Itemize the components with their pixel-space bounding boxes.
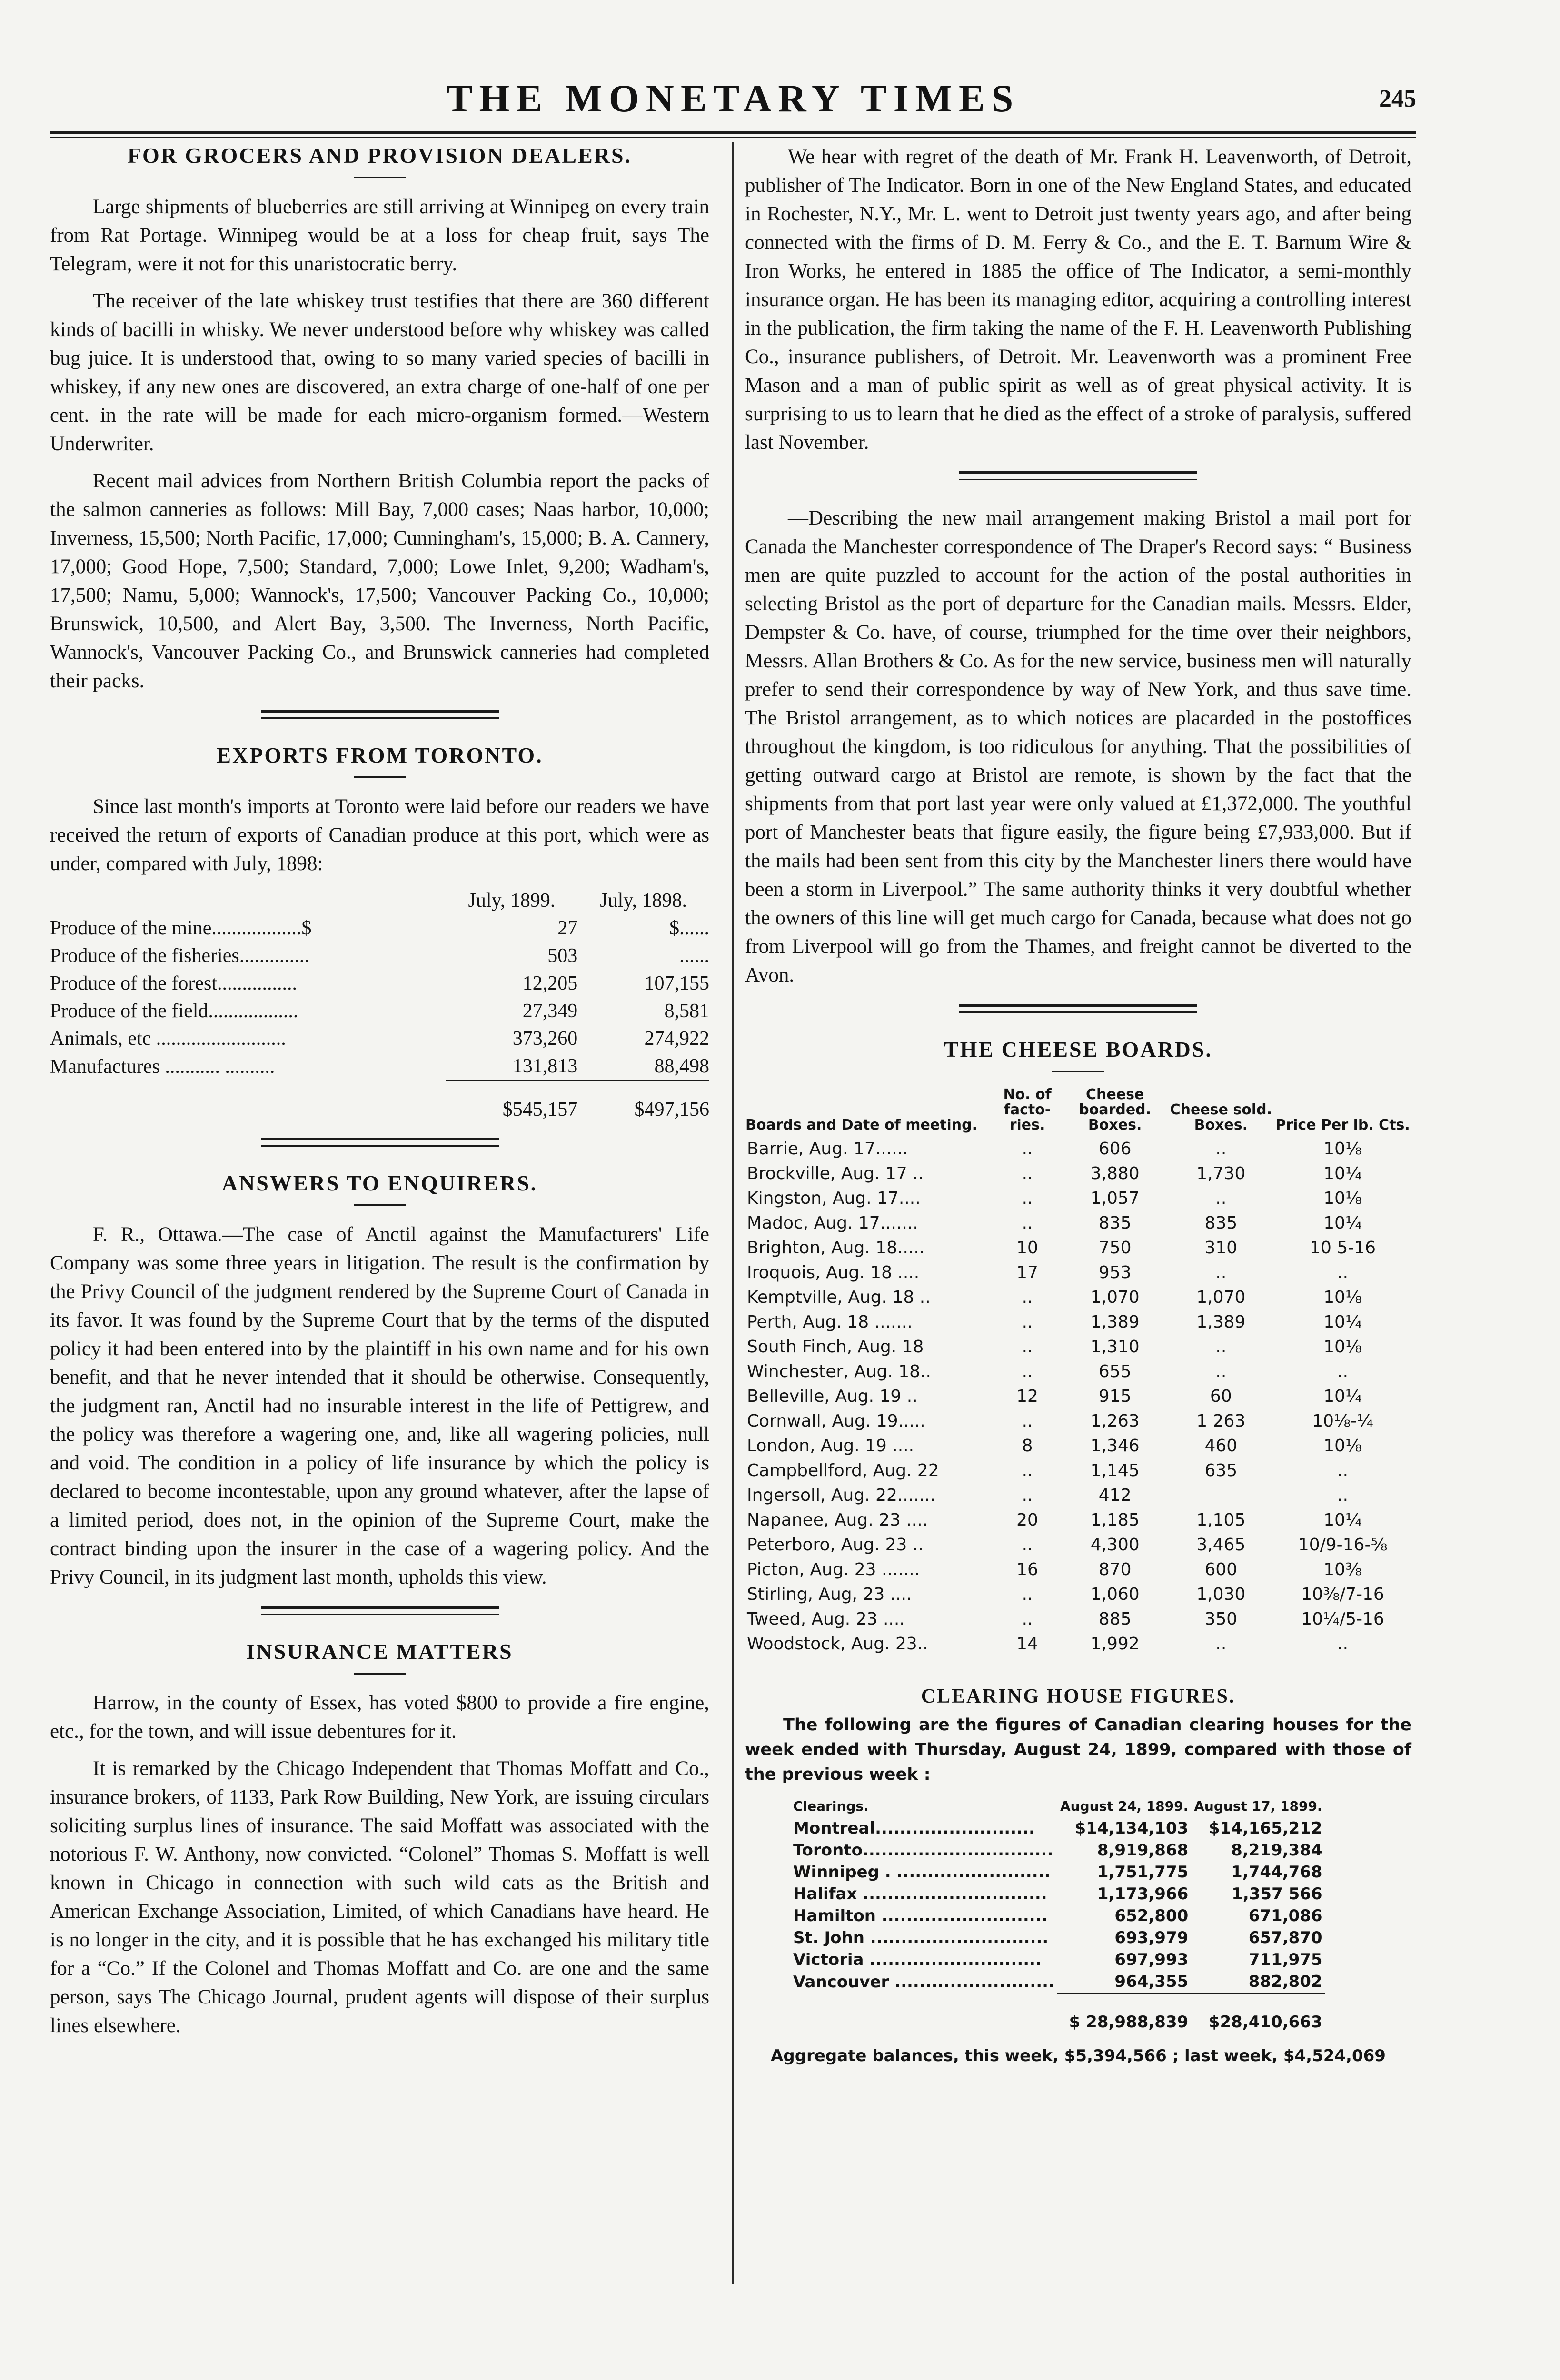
clearing-intro: The following are the figures of Canadian clearing houses for the week ended with Thursday, August 24, 1899, compared with those of the previous week : — [745, 1716, 1411, 1784]
table-row — [745, 1137, 1411, 1161]
boxes-sold: 1,070 — [1196, 1288, 1246, 1307]
column-header: Cheese sold. Boxes. — [1170, 1101, 1272, 1133]
price-per-lb: .. — [1337, 1362, 1349, 1381]
row-label: Produce of the field.................. — [50, 1000, 298, 1022]
boxes-sold: 460 — [1204, 1436, 1238, 1456]
value-1898: 8,581 — [664, 1000, 709, 1022]
clearing-table-body — [790, 1817, 1325, 1993]
table-row — [50, 1052, 709, 1081]
exports-table — [50, 887, 709, 1123]
city-name: Montreal.......................... — [793, 1819, 1035, 1838]
city-name: Halifax .............................. — [793, 1884, 1047, 1904]
table-row — [50, 942, 709, 970]
price-per-lb: 10⅜/7-16 — [1301, 1585, 1384, 1604]
price-per-lb: 10¼/5-16 — [1301, 1609, 1384, 1629]
article-paragraph: Recent mail advices from Northern British Columbia report the packs of the salmon canneries as follows: Mill Bay, 7,000 cases; Naas harbor, 10,000; Inverness, 15,500; North Pacific, 17,000; Cunningham's, 15,000; B. A. Cannery, 17,000; Good Hope, 7,500; Standard, 7,000; Lowe Inlet, 9,200; Wadham's, 17,500; Namu, 5,000; Wannock's, 17,500; Vancouver Packing Co., 10,000; Brunswick, 10,500, and Alert Bay, 3,500. The Inverness, North Pacific, Wannock's, Vancouver Packing Co., and Brunswick canneries had completed their packs. — [50, 470, 709, 692]
section-separator — [959, 471, 1197, 480]
table-row — [745, 1557, 1411, 1582]
price-per-lb: 10¼ — [1323, 1213, 1362, 1233]
board-name: Ingersoll, Aug. 22....... — [747, 1486, 935, 1505]
board-name: Barrie, Aug. 17...... — [747, 1139, 908, 1159]
value-previous-week: 882,802 — [1191, 1971, 1325, 1993]
table-row — [50, 1025, 709, 1052]
boxes-sold: 1,730 — [1196, 1164, 1246, 1183]
total-1898: $497,156 — [634, 1099, 709, 1121]
column-header: Price Per lb. Cts. — [1275, 1117, 1410, 1133]
article-paragraph: Large shipments of blueberries are still arriving at Winnipeg on every train from Rat Portage. Winnipeg would be at a loss for cheap fruit, says The Telegram, were it not for this unaristocratic berry. — [50, 196, 709, 275]
boxes-sold: .. — [1215, 1634, 1227, 1654]
cheese-table — [745, 1087, 1411, 1656]
value-1899: 131,813 — [446, 1052, 578, 1081]
factories-count: 10 — [1016, 1238, 1038, 1258]
value-current-week: 697,993 — [1114, 1950, 1189, 1969]
city-name: Hamilton ........................... — [793, 1906, 1048, 1925]
column-divider — [732, 142, 734, 2284]
price-per-lb: .. — [1337, 1486, 1349, 1505]
boxes-boarded: 3,880 — [1090, 1164, 1140, 1183]
table-row — [745, 1260, 1411, 1285]
board-name: Picton, Aug. 23 ....... — [747, 1560, 920, 1579]
section-heading: ANSWERS TO ENQUIRERS. — [221, 1171, 538, 1195]
boxes-boarded: 1,389 — [1090, 1312, 1140, 1332]
grocers-section — [50, 143, 709, 695]
table-row — [790, 1817, 1325, 1839]
factories-count: 12 — [1016, 1387, 1038, 1406]
column-header: No. of facto- ries. — [1003, 1086, 1052, 1133]
boxes-boarded: 953 — [1098, 1263, 1132, 1282]
value-1898: 107,155 — [644, 972, 709, 994]
cheese-section — [745, 1037, 1411, 1656]
row-label: Produce of the mine..................$ — [50, 917, 312, 939]
board-name: Napanee, Aug. 23 .... — [747, 1510, 928, 1530]
table-row — [790, 1971, 1325, 1993]
value-previous-week: 711,975 — [1248, 1950, 1322, 1969]
value-1898: ...... — [679, 945, 709, 967]
boxes-boarded: 1,263 — [1090, 1411, 1140, 1431]
value-current-week: $14,134,103 — [1074, 1819, 1189, 1838]
city-name: Victoria ............................ — [793, 1950, 1042, 1969]
factories-count: .. — [1022, 1609, 1033, 1629]
factories-count: .. — [1022, 1189, 1033, 1208]
total-previous-week: $28,410,663 — [1208, 2013, 1322, 2032]
boxes-sold: 350 — [1204, 1609, 1238, 1629]
value-1898: 274,922 — [644, 1028, 709, 1050]
page-number: 245 — [1379, 85, 1416, 112]
value-previous-week: $14,165,212 — [1208, 1819, 1322, 1838]
value-previous-week: 671,086 — [1248, 1906, 1322, 1925]
boxes-sold: 60 — [1210, 1387, 1232, 1406]
boxes-boarded: 4,300 — [1090, 1535, 1140, 1555]
factories-count: .. — [1022, 1288, 1033, 1307]
row-label: Produce of the forest................ — [50, 972, 298, 994]
factories-count: .. — [1022, 1486, 1033, 1505]
value-previous-week: 657,870 — [1248, 1928, 1322, 1947]
section-heading: INSURANCE MATTERS — [246, 1639, 513, 1664]
price-per-lb: .. — [1337, 1461, 1349, 1480]
price-per-lb: 10⅛ — [1323, 1288, 1362, 1307]
board-name: Kingston, Aug. 17.... — [747, 1189, 921, 1208]
section-separator — [261, 710, 499, 719]
value-1898: $...... — [669, 917, 709, 939]
table-row — [745, 1458, 1411, 1483]
table-row — [790, 1927, 1325, 1949]
article-paragraph: —Describing the new mail arrangement making Bristol a mail port for Canada the Manchester correspondence of The Draper's Record says: “ Business men are quite puzzled to account for the action of the postal authorities in selecting Bristol as the port of departure for the Canadian mails. Messrs. Elder, Dempster & Co. have, of course, triumphed for the time over their neighbors, Messrs. Allan Brothers & Co. As for the new service, business men will naturally prefer to send their correspondence by way of New York, and thus save time. The Bristol arrangement, as to which notices are placarded in the postoffices throughout the kingdom, is too ridiculous for anything. That the possibilities of getting outward cargo at Bristol are remote, is shown by the fact that the shipments from that port last year were only valued at £1,372,000. The youthful port of Manchester beats that figure easily, the figure being £7,933,000. But if the mails had been sent from this city by the Manchester liners there would have been a storm in Liverpool.” The same authority thinks it very doubtful whether the owners of this line will get much cargo for Canada, because what does not go from Liverpool will go from the Thames, and freight cannot be diverted to the Avon. — [745, 507, 1411, 986]
table-row — [745, 1508, 1411, 1533]
table-row — [745, 1211, 1411, 1236]
boxes-sold: .. — [1215, 1337, 1227, 1357]
masthead-rule — [50, 131, 1416, 134]
column-header: Clearings. — [793, 1798, 869, 1814]
clearing-table — [790, 1795, 1325, 2033]
section-heading: THE CHEESE BOARDS. — [944, 1037, 1212, 1061]
price-per-lb: 10¼ — [1323, 1164, 1362, 1183]
board-name: Brockville, Aug. 17 .. — [747, 1164, 924, 1183]
value-current-week: 652,800 — [1114, 1906, 1189, 1925]
board-name: Madoc, Aug. 17....... — [747, 1213, 918, 1233]
board-name: Woodstock, Aug. 23.. — [747, 1634, 928, 1654]
heading-dash — [354, 177, 406, 178]
factories-count: .. — [1022, 1411, 1033, 1431]
price-per-lb: 10⅛ — [1323, 1139, 1362, 1159]
boxes-boarded: 1,070 — [1090, 1288, 1140, 1307]
total-row — [50, 1081, 709, 1124]
exports-section — [50, 743, 709, 1123]
table-row — [745, 1483, 1411, 1508]
factories-count: .. — [1022, 1139, 1033, 1159]
boxes-boarded: 1,185 — [1090, 1510, 1140, 1530]
board-name: Kemptville, Aug. 18 .. — [747, 1288, 931, 1307]
boxes-sold: 600 — [1204, 1560, 1238, 1579]
board-name: Campbellford, Aug. 22 — [747, 1461, 939, 1480]
boxes-boarded: 606 — [1098, 1139, 1132, 1159]
section-heading: CLEARING HOUSE FIGURES. — [921, 1686, 1236, 1707]
boxes-sold: .. — [1215, 1263, 1227, 1282]
table-row — [745, 1384, 1411, 1409]
price-per-lb: .. — [1337, 1634, 1349, 1654]
boxes-boarded: 885 — [1098, 1609, 1132, 1629]
factories-count: .. — [1022, 1585, 1033, 1604]
column-header: July, 1899. — [468, 890, 556, 912]
column-header: Boards and Date of meeting. — [745, 1117, 978, 1133]
boxes-boarded: 1,057 — [1090, 1189, 1140, 1208]
factories-count: 8 — [1022, 1436, 1033, 1456]
factories-count: .. — [1022, 1362, 1033, 1381]
row-label: Produce of the fisheries.............. — [50, 945, 309, 967]
masthead-title: THE MONETARY TIMES — [446, 77, 1020, 120]
price-per-lb: .. — [1337, 1263, 1349, 1282]
boxes-sold: 1,030 — [1196, 1585, 1246, 1604]
boxes-sold: .. — [1215, 1362, 1227, 1381]
table-row — [790, 1905, 1325, 1927]
value-previous-week: 1,357 566 — [1232, 1884, 1322, 1904]
boxes-boarded: 412 — [1098, 1486, 1132, 1505]
board-name: Peterboro, Aug. 23 .. — [747, 1535, 924, 1555]
table-row — [745, 1335, 1411, 1359]
board-name: Winchester, Aug. 18.. — [747, 1362, 931, 1381]
price-per-lb: 10¼ — [1323, 1387, 1362, 1406]
table-row — [790, 1949, 1325, 1971]
factories-count: .. — [1022, 1312, 1033, 1332]
table-row — [745, 1161, 1411, 1186]
boxes-sold: 3,465 — [1196, 1535, 1246, 1555]
value-1899: 27,349 — [522, 1000, 578, 1022]
board-name: Brighton, Aug. 18..... — [747, 1238, 925, 1258]
boxes-sold: 835 — [1204, 1213, 1238, 1233]
table-row — [50, 914, 709, 942]
factories-count: .. — [1022, 1337, 1033, 1357]
section-heading: FOR GROCERS AND PROVISION DEALERS. — [127, 143, 632, 168]
article-paragraph: F. R., Ottawa.—The case of Anctil against the Manufacturers' Life Company was some three years in litigation. The result is the confirmation by the Privy Council of the judgment rendered by the Supreme Court of Canada in its favor. It was found by the Supreme Court that by the terms of the disputed policy it had been entered into by the plaintiff in his own name and for his own benefit, and that he never intended that it should be otherwise. Consequently, the judgment ran, Anctil had no insurable interest in the life of Pettigrew, and the policy was therefore a wagering one, and, like all wagering policies, null and void. The condition in a policy of life insurance by which the policy is declared to become incontestable, upon any ground whatever, after the lapse of a limited period, does not, in the opinion of the Supreme Court, make the contract binding upon the insurer in the case of a wagering policy. And the Privy Council, in its judgment last month, upholds this view. — [50, 1223, 709, 1588]
table-row — [790, 1861, 1325, 1883]
factories-count: .. — [1022, 1213, 1033, 1233]
row-label: Manufactures ........... .......... — [50, 1055, 275, 1078]
factories-count: .. — [1022, 1461, 1033, 1480]
value-current-week: 964,355 — [1057, 1971, 1191, 1993]
value-current-week: 1,173,966 — [1097, 1884, 1189, 1904]
boxes-sold — [1168, 1483, 1274, 1508]
factories-count: 14 — [1016, 1634, 1038, 1654]
factories-count: .. — [1022, 1535, 1033, 1555]
factories-count: .. — [1022, 1164, 1033, 1183]
column-header: July, 1898. — [600, 890, 687, 912]
boxes-boarded: 750 — [1098, 1238, 1132, 1258]
factories-count: 17 — [1016, 1263, 1038, 1282]
price-per-lb: 10¼ — [1323, 1312, 1362, 1332]
factories-count: 20 — [1016, 1510, 1038, 1530]
value-1899: 373,260 — [512, 1028, 578, 1050]
boxes-sold: 1 263 — [1196, 1411, 1246, 1431]
right-column — [745, 143, 1411, 2065]
section-separator — [261, 1606, 499, 1615]
table-row — [50, 997, 709, 1025]
clearing-section — [745, 1685, 1411, 2065]
city-name: St. John ............................. — [793, 1928, 1049, 1947]
board-name: Perth, Aug. 18 ....... — [747, 1312, 913, 1332]
section-separator — [959, 1004, 1197, 1013]
price-per-lb: 10⅛ — [1323, 1436, 1362, 1456]
heading-dash — [354, 776, 406, 778]
city-name: Toronto............................... — [793, 1841, 1053, 1860]
total-row — [790, 1993, 1325, 2033]
table-row — [745, 1582, 1411, 1607]
insurance-section — [50, 1639, 709, 2040]
board-name: Stirling, Aug, 23 .... — [747, 1585, 912, 1604]
article-paragraph: Since last month's imports at Toronto were laid before our readers we have received the return of exports of Canadian produce at this port, which were as under, compared with July, 1898: — [50, 795, 709, 875]
boxes-sold: 310 — [1204, 1238, 1238, 1258]
table-row — [745, 1607, 1411, 1632]
table-row — [745, 1310, 1411, 1335]
value-1899: 12,205 — [522, 972, 578, 994]
value-previous-week: 8,219,384 — [1231, 1841, 1322, 1860]
price-per-lb: 10⅜ — [1323, 1560, 1362, 1579]
factories-count: 16 — [1016, 1560, 1038, 1579]
price-per-lb: 10⅛ — [1323, 1189, 1362, 1208]
cheese-table-body — [745, 1137, 1411, 1656]
boxes-sold: .. — [1215, 1189, 1227, 1208]
price-per-lb: 10⅛-¼ — [1312, 1411, 1373, 1431]
column-header: August 17, 1899. — [1194, 1798, 1322, 1814]
boxes-sold: 635 — [1204, 1461, 1238, 1480]
table-row — [745, 1409, 1411, 1434]
table-row — [790, 1839, 1325, 1861]
enquirers-section — [50, 1170, 709, 1592]
masthead-rule-thin — [50, 137, 1416, 138]
table-row — [745, 1632, 1411, 1656]
boxes-boarded: 655 — [1098, 1362, 1132, 1381]
boxes-sold: .. — [1215, 1139, 1227, 1159]
boxes-boarded: 1,060 — [1090, 1585, 1140, 1604]
column-header: August 24, 1899. — [1060, 1798, 1189, 1814]
boxes-boarded: 1,310 — [1090, 1337, 1140, 1357]
value-current-week: 1,751,775 — [1097, 1863, 1189, 1882]
table-row — [790, 1883, 1325, 1905]
boxes-boarded: 870 — [1098, 1560, 1132, 1579]
value-current-week: 8,919,868 — [1097, 1841, 1189, 1860]
board-name: Tweed, Aug. 23 .... — [747, 1609, 905, 1629]
board-name: Cornwall, Aug. 19..... — [747, 1411, 925, 1431]
article-paragraph: Harrow, in the county of Essex, has voted $800 to provide a fire engine, etc., for the town, and will issue debentures for it. — [50, 1692, 709, 1743]
value-previous-week: 1,744,768 — [1231, 1863, 1322, 1882]
article-paragraph: We hear with regret of the death of Mr. Frank H. Leavenworth, of Detroit, publisher of The Indicator. Born in one of the New England States, and educated in Rochester, N.Y., Mr. L. went to Detroit just twenty years ago, and after being connected with the firms of D. M. Ferry & Co., and the E. T. Barnum Wire & Iron Works, he entered in 1885 the office of The Indicator, a semi-monthly insurance organ. He has been its managing editor, acquiring a controlling interest in the publication, the firm taking the name of the F. H. Leavenworth Publishing Co., insurance publishers, of Detroit. Mr. Leavenworth was a prominent Free Mason and a man of public spirit as well as of great physical activity. It is surprising to us to learn that he died as the effect of a stroke of paralysis, suffered last November. — [745, 146, 1411, 454]
price-per-lb: 10/9-16-⅝ — [1298, 1535, 1388, 1555]
value-1899: 503 — [547, 945, 578, 967]
table-row — [745, 1236, 1411, 1260]
table-row — [745, 1285, 1411, 1310]
board-name: Belleville, Aug. 19 .. — [747, 1387, 918, 1406]
boxes-boarded: 915 — [1098, 1387, 1132, 1406]
boxes-sold: 1,389 — [1196, 1312, 1246, 1332]
price-per-lb: 10⅛ — [1323, 1337, 1362, 1357]
board-name: Iroquois, Aug. 18 .... — [747, 1263, 920, 1282]
aggregate-balances: Aggregate balances, this week, $5,394,566 ; last week, $4,524,069 — [771, 2046, 1386, 2065]
heading-dash — [1052, 1071, 1104, 1072]
boxes-boarded: 1,346 — [1090, 1436, 1140, 1456]
masthead — [50, 76, 1416, 133]
table-row — [745, 1186, 1411, 1211]
table-row — [745, 1434, 1411, 1458]
row-label: Animals, etc .......................... — [50, 1028, 286, 1050]
column-header: Cheese boarded. Boxes. — [1079, 1086, 1152, 1133]
value-1899: 27 — [557, 917, 578, 939]
boxes-boarded: 1,145 — [1090, 1461, 1140, 1480]
article-paragraph: It is remarked by the Chicago Independent that Thomas Moffatt and Co., insurance brokers, of 1133, Park Row Building, New York, are issuing circulars soliciting surplus lines of insurance. The said Moffatt was associated with the notorious F. W. Anthony, now convicted. “Colonel” Thomas S. Moffatt is well known in Chicago in connection with such wild cats as the British and American Exchange Association, Limited, of which Canadians have heard. He is no longer in the city, and it is possible that he has exchanged his military title for a “Co.” If the Colonel and Thomas Moffatt and Co. are one and the same person, says The Chicago Journal, prudent agents will dispose of their surplus lines elsewhere. — [50, 1757, 709, 2037]
left-column — [50, 143, 709, 2049]
price-per-lb: 10 5-16 — [1310, 1238, 1376, 1258]
board-name: London, Aug. 19 .... — [747, 1436, 914, 1456]
city-name: Vancouver .......................... — [793, 1972, 1054, 1992]
city-name: Winnipeg . ......................... — [793, 1863, 1051, 1882]
section-separator — [261, 1138, 499, 1147]
price-per-lb: 10¼ — [1323, 1510, 1362, 1530]
total-current-week: $ 28,988,839 — [1069, 2013, 1189, 2032]
value-1898: 88,498 — [577, 1052, 709, 1081]
value-current-week: 693,979 — [1114, 1928, 1189, 1947]
table-row — [50, 970, 709, 997]
section-heading: EXPORTS FROM TORONTO. — [216, 743, 543, 767]
heading-dash — [354, 1673, 406, 1675]
article-paragraph: The receiver of the late whiskey trust testifies that there are 360 different kinds of bacilli in whisky. We never understood before why whiskey was called bug juice. It is understood that, owing to so many varied species of bacilli in whiskey, if any new ones are discovered, an extra charge of one-half of one per cent. in the rate will be made for each micro-organism formed.—Western Underwriter. — [50, 290, 709, 455]
heading-dash — [354, 1204, 406, 1206]
board-name: South Finch, Aug. 18 — [747, 1337, 924, 1357]
boxes-sold: 1,105 — [1196, 1510, 1246, 1530]
total-1899: $545,157 — [502, 1099, 578, 1121]
boxes-boarded: 835 — [1098, 1213, 1132, 1233]
table-row — [745, 1359, 1411, 1384]
table-row — [745, 1533, 1411, 1557]
boxes-boarded: 1,992 — [1090, 1634, 1140, 1654]
